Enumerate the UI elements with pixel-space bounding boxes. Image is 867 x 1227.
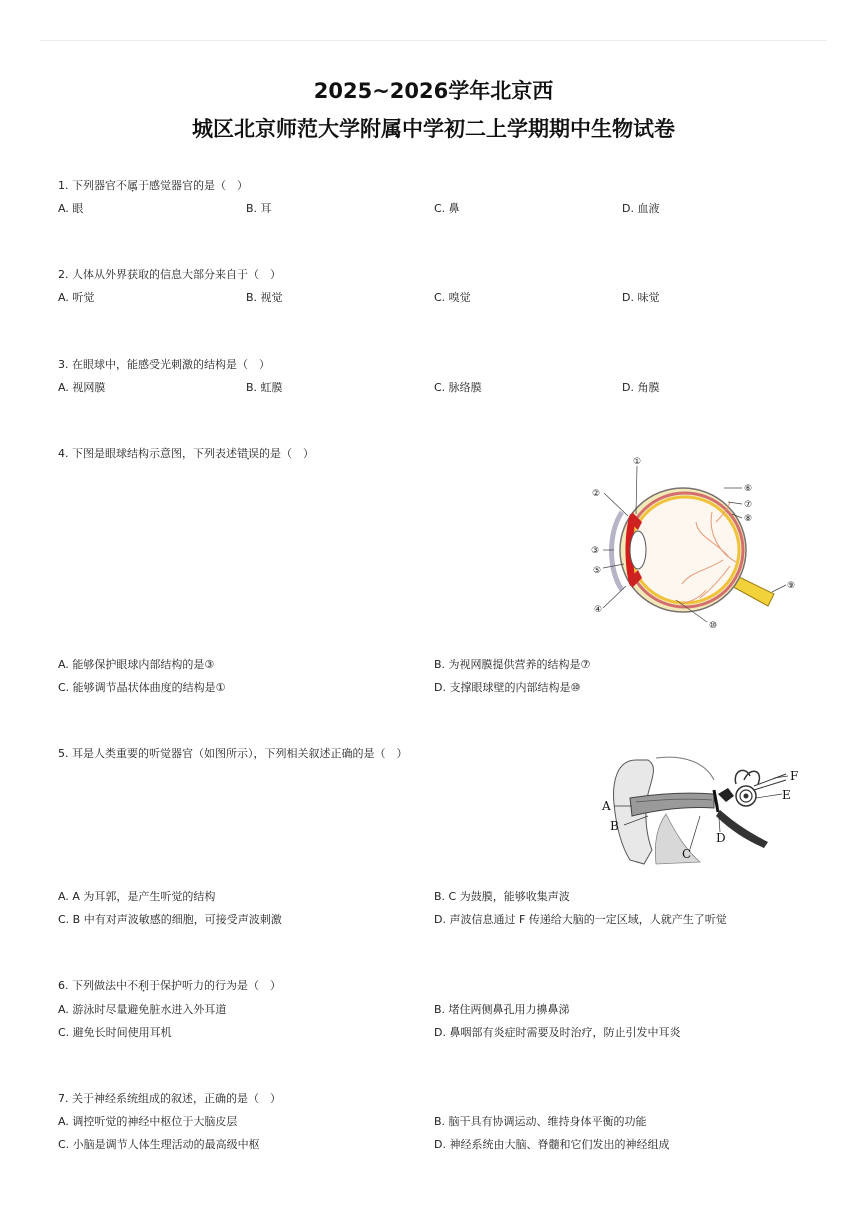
page-title-line2: 城区北京师范大学附属中学初二上学期期中生物试卷 [192, 117, 675, 141]
eye-label-3: ③ [591, 546, 600, 556]
q5-option-d[interactable]: D. 声波信息通过 F 传递给大脑的一定区域，人就产生了听觉 [434, 913, 727, 926]
ear-diagram [596, 754, 808, 868]
tympanic-membrane [714, 790, 718, 812]
question-1: 1. 下列器官不属于感觉器官的是（ ） [58, 179, 248, 192]
semicircular-canals [735, 770, 759, 784]
ear-label-b: B [610, 819, 619, 833]
q6-option-b[interactable]: B. 堵住两侧鼻孔用力擤鼻涕 [434, 1003, 570, 1016]
eye-label-7: ⑦ [744, 500, 753, 510]
ear-label-f: F [790, 769, 799, 783]
q6-option-d[interactable]: D. 鼻咽部有炎症时需要及时治疗，防止引发中耳炎 [434, 1026, 681, 1039]
q2-option-b[interactable]: B. 视觉 [246, 291, 283, 304]
q7-option-a[interactable]: A. 调控听觉的神经中枢位于大脑皮层 [58, 1115, 238, 1128]
q5-option-c[interactable]: C. B 中有对声波敏感的细胞，可接受声波刺激 [58, 913, 282, 926]
eye-label-9: ⑨ [787, 581, 796, 591]
q4-option-b[interactable]: B. 为视网膜提供营养的结构是⑦ [434, 658, 591, 671]
eyeball-diagram [578, 452, 806, 634]
emphasis-text: 不属于 [116, 179, 149, 192]
eye-label-10: ⑩ [709, 621, 718, 631]
top-rule [40, 40, 827, 41]
emphasis-text: 不利于 [127, 979, 160, 992]
eye-label-2: ② [592, 489, 601, 499]
q2-option-c[interactable]: C. 嗅觉 [434, 291, 471, 304]
question-5: 5. 耳是人类重要的听觉器官（如图所示），下列相关叙述正确的是（ ） [58, 747, 408, 760]
q2-option-a[interactable]: A. 听觉 [58, 291, 95, 304]
question-4: 4. 下图是眼球结构示意图，下列表述错误的是（ ） [58, 447, 314, 460]
q1-option-a[interactable]: A. 眼 [58, 202, 84, 215]
q6-option-c[interactable]: C. 避免长时间使用耳机 [58, 1026, 172, 1039]
eye-label-8: ⑧ [744, 514, 753, 524]
q7-option-c[interactable]: C. 小脑是调节人体生理活动的最高级中枢 [58, 1138, 260, 1151]
question-3: 3. 在眼球中，能感受光刺激的结构是（ ） [58, 358, 270, 371]
q7-option-b[interactable]: B. 脑干具有协调运动、维持身体平衡的功能 [434, 1115, 647, 1128]
q7-option-d[interactable]: D. 神经系统由大脑、脊髓和它们发出的神经组成 [434, 1138, 670, 1151]
question-6: 6. 下列做法中不利于保护听力的行为是（ ） [58, 979, 281, 992]
ossicles [718, 788, 734, 802]
ear-label-e: E [782, 788, 791, 802]
q4-option-d[interactable]: D. 支撑眼球壁的内部结构是⑩ [434, 681, 581, 694]
eye-label-4: ④ [594, 605, 603, 615]
eye-label-5: ⑤ [593, 566, 602, 576]
q4-option-a[interactable]: A. 能够保护眼球内部结构的是③ [58, 658, 215, 671]
eye-label-6: ⑥ [744, 484, 753, 494]
skull-outline [656, 757, 714, 780]
ear-canal [630, 793, 714, 816]
page-title-line1: 2025~2026学年北京西 [313, 79, 554, 103]
q4-option-c[interactable]: C. 能够调节晶状体曲度的结构是① [58, 681, 226, 694]
q1-option-c[interactable]: C. 鼻 [434, 202, 460, 215]
q1-option-b[interactable]: B. 耳 [246, 202, 272, 215]
q6-option-a[interactable]: A. 游泳时尽量避免脏水进入外耳道 [58, 1003, 227, 1016]
emphasis-text: 错误 [237, 447, 259, 460]
question-7: 7. 关于神经系统组成的叙述，正确的是（ ） [58, 1092, 281, 1105]
q1-option-d[interactable]: D. 血液 [622, 202, 660, 215]
eye-label-1: ① [633, 457, 642, 467]
q2-option-d[interactable]: D. 味觉 [622, 291, 660, 304]
ear-label-c: C [682, 847, 692, 861]
q5-option-a[interactable]: A. A 为耳郭，是产生听觉的结构 [58, 890, 216, 903]
question-2: 2. 人体从外界获取的信息大部分来自于（ ） [58, 268, 281, 281]
lens [630, 531, 646, 569]
q5-option-b[interactable]: B. C 为鼓膜，能够收集声波 [434, 890, 570, 903]
q3-option-a[interactable]: A. 视网膜 [58, 381, 106, 394]
q3-option-d[interactable]: D. 角膜 [622, 381, 660, 394]
q3-option-b[interactable]: B. 虹膜 [246, 381, 283, 394]
ear-label-a: A [602, 799, 611, 813]
q3-option-c[interactable]: C. 脉络膜 [434, 381, 482, 394]
ear-label-d: D [716, 831, 726, 845]
retina [631, 497, 739, 603]
